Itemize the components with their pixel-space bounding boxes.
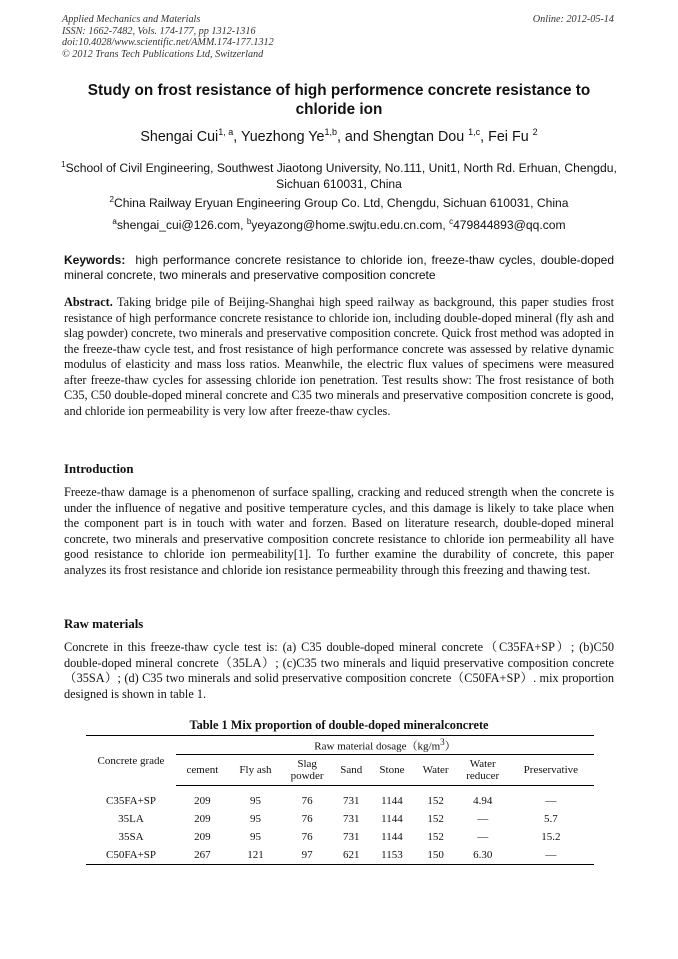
table-cell: 731: [343, 812, 360, 825]
affiliation-text: School of Civil Engineering, Southwest Jiaotong University, No.111, Unit1, North Rd. Erhuan, Chengdu, Sichuan 610031, China: [65, 161, 617, 191]
column-header: Slag powder: [282, 755, 332, 786]
author-separator: ,: [233, 128, 241, 145]
keywords-label: Keywords:: [64, 253, 126, 267]
email-link: yeyazong@home.swjtu.edu.cn.com,: [251, 218, 450, 233]
affiliation-1: [60, 157, 618, 192]
author-list: [0, 127, 678, 145]
table-cell: 209: [194, 830, 211, 843]
table-cell: 150: [413, 846, 457, 865]
group-header-end: ）: [444, 740, 456, 753]
keywords: [64, 253, 614, 283]
email-list: [60, 214, 618, 234]
online-date: Online: 2012-05-14: [532, 14, 614, 25]
table-cell: 15.2: [541, 830, 561, 843]
table-cell: 35LA: [118, 812, 144, 825]
table-cell: 76: [301, 812, 313, 825]
table-row: [86, 792, 594, 810]
email-link: shengai_cui@126.com,: [116, 218, 247, 233]
table-cell: —: [545, 794, 557, 807]
column-header: cement: [176, 755, 229, 786]
author-name: Yuezhong Ye: [240, 128, 325, 145]
abstract-text: Taking bridge pile of Beijing-Shanghai high speed railway as background, this paper studies frost resistance of high performance concrete resistance to chloride ion, including double-doped mineral (fly ash and slag powder) concrete, two minerals and preservative composition concrete. Quick frost method was adopted in the freeze-thaw cycle test, and frost resistance of high performance concrete was assessed by relative dynamic modulus of elasticity and mass loss ratios. Meanwhile, the electric flux values of specimens were measured after freeze-thaw cycles for assessing chloride ion penetration. Test results show: The frost resistance of both C35, C50 double-doped mineral concrete and C35 two minerals and preservative composition concrete is good, and chloride ion permeability is very low after freeze-thaw cycles.: [64, 295, 614, 418]
journal-header: [62, 14, 274, 60]
author-separator: ,: [480, 128, 489, 145]
column-header: Sand: [332, 755, 370, 786]
table-cell: 121: [229, 846, 282, 865]
table-cell: —: [477, 812, 489, 825]
column-header-concrete-grade: Concrete grade: [86, 736, 176, 786]
author-separator: , and: [336, 128, 373, 145]
table-row: [86, 846, 594, 865]
table-cell: 35SA: [118, 830, 144, 843]
paper-title: Study on frost resistance of high performence concrete resistance to chloride ion: [87, 82, 591, 118]
author-affiliation-mark: 1, a: [218, 127, 234, 137]
table-cell: 4.94: [473, 794, 493, 807]
column-header: Water: [413, 755, 457, 786]
section-heading-introduction: Introduction: [64, 462, 134, 476]
table-cell: 152: [427, 812, 444, 825]
table-cell: 267: [176, 846, 229, 865]
table-cell: 1153: [371, 846, 414, 865]
table-cell: 5.7: [543, 812, 558, 825]
keywords-text: high performance concrete resistance to chloride ion, freeze-thaw cycles, double-doped mineral concrete, two minerals and preservative composition concrete: [64, 253, 614, 282]
affiliation-mark: 2: [109, 195, 114, 204]
copyright-line: © 2012 Trans Tech Publications Ltd, Switzerland: [62, 48, 264, 60]
group-header-sup: 3: [440, 736, 445, 747]
email-mark: a: [112, 217, 117, 226]
mix-proportion-table: [86, 735, 594, 865]
journal-name: Applied Mechanics and Materials: [62, 14, 201, 25]
email-mark: b: [246, 217, 252, 226]
abstract: [64, 295, 614, 419]
author-name: Fei Fu: [488, 128, 529, 145]
table-caption: Table 1 Mix proportion of double-doped mineralconcrete: [189, 718, 489, 732]
raw-materials-paragraph: Concrete in this freeze-thaw cycle test is: (a) C35 double-doped mineral concrete（C35FA+SP）; (b)C50 double-doped mineral concrete（35LA）; (c)C35 two minerals and liquid preservative composition concrete（35SA）; (d) C35 two minerals and solid preservative composition concrete（C50FA+SP）. mix proportion designed is shown in table 1.: [64, 640, 614, 701]
table-cell: C35FA+SP: [105, 794, 157, 807]
section-heading-raw-materials: Raw materials: [64, 617, 144, 631]
table-cell: 95: [249, 830, 261, 843]
table-cell: 76: [301, 830, 313, 843]
table-cell: 6.30: [458, 846, 508, 865]
table-row: [86, 828, 594, 846]
author-name: Shengai Cui: [140, 128, 219, 145]
table-row: [86, 810, 594, 828]
author-affiliation-mark: 1,c: [468, 127, 481, 137]
table-cell: 731: [343, 830, 360, 843]
group-header-text: Raw material dosage（kg/m: [314, 740, 441, 753]
affiliation-mark: 1: [61, 160, 66, 169]
author-affiliation-mark: 2: [532, 127, 538, 137]
column-group-header: [176, 736, 594, 755]
author-affiliation-mark: 1,b: [324, 127, 337, 137]
table-cell: 621: [332, 846, 370, 865]
affiliation-text: China Railway Eryuan Engineering Group Co. Ltd, Chengdu, Sichuan 610031, China: [113, 196, 569, 211]
table-cell: 95: [249, 794, 261, 807]
issn-line: ISSN: 1662-7482, Vols. 174-177, pp 1312-1316: [62, 25, 256, 37]
table-cell: 152: [427, 830, 444, 843]
introduction-paragraph: Freeze-thaw damage is a phenomenon of surface spalling, cracking and reduced strength when the concrete is under the influence of negative and positive temperature cycles, and this damage is likely to take place when the component part is in touch with water and forzen. Based on literature research, double-doped mineral concrete, two minerals and preservative composition concrete resistance to chloride ion permeability all have good resistance to chloride ion permeability[1]. To further examine the durability of concrete, this paper analyzes its frost resistance and chloride ion resistance permeability through this freezing and thawing test.: [64, 485, 614, 577]
table-cell: 1144: [381, 794, 403, 807]
abstract-label: Abstract.: [64, 295, 113, 309]
table-cell: 209: [194, 794, 211, 807]
table-cell: C50FA+SP: [86, 846, 176, 865]
table-cell: 76: [301, 794, 313, 807]
email-link: 479844893@qq.com: [453, 218, 566, 233]
table-cell: 1144: [381, 812, 403, 825]
author-name: Shengtan Dou: [372, 128, 465, 145]
doi-line: doi:10.4028/www.scientific.net/AMM.174-177.1312: [62, 37, 274, 49]
table-cell: 152: [427, 794, 444, 807]
affiliation-2: [60, 192, 618, 212]
table-cell: 731: [343, 794, 360, 807]
column-header: Preservative: [508, 755, 594, 786]
table-cell: 97: [282, 846, 332, 865]
column-header: Fly ash: [229, 755, 282, 786]
table-cell: —: [477, 830, 489, 843]
column-header: Stone: [371, 755, 414, 786]
table-cell: 209: [194, 812, 211, 825]
table-cell: 95: [249, 812, 261, 825]
email-mark: c: [449, 217, 454, 226]
column-header: Water reducer: [458, 755, 508, 786]
table-cell: 1144: [381, 830, 403, 843]
table-cell: —: [508, 846, 594, 865]
